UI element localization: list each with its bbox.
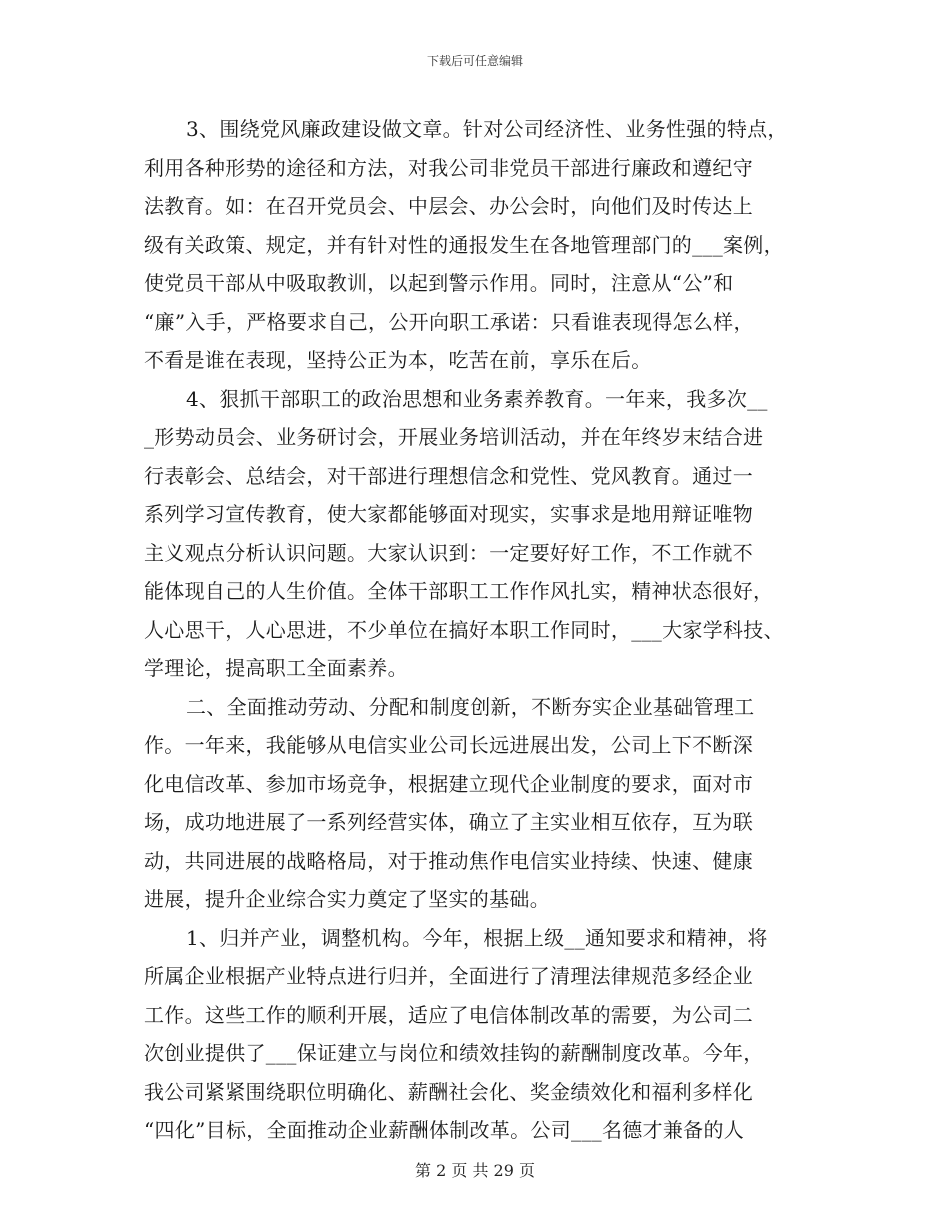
paragraph-line: 法教育。如：在召开党员会、中层会、办公会时，向他们及时传达上 [144, 194, 753, 218]
paragraph-line: 利用各种形势的途径和方法，对我公司非党员干部进行廉政和遵纪守 [144, 155, 753, 180]
paragraph-line: 次创业提供了___保证建立与岗位和绩效挂钩的薪酬制度改革。今年， [144, 1041, 764, 1065]
paragraph-line: 所属企业根据产业特点进行归并，全面进行了清理法律规范多经企业 [144, 964, 753, 988]
paragraph-first-line: 二、全面推动劳动、分配和制度创新，不断夯实企业基础管理工 [186, 694, 755, 719]
document-body [144, 110, 814, 1150]
paragraph-line: 场，成功地进展了一系列经营实体，确立了主实业相互依存，互为联 [144, 810, 753, 834]
paragraph-line: 动，共同进展的战略格局，对于推动焦作电信实业持续、快速、健康 [144, 848, 753, 873]
paragraph-line: 人心思干，人心思进，不少单位在搞好本职工作同时，___大家学科技、 [144, 617, 784, 642]
paragraph-line: 不看是谁在表现，坚持公正为本，吃苦在前，享乐在后。 [144, 348, 652, 372]
paragraph-line: 主义观点分析认识问题。大家认识到：一定要好好工作，不工作就不 [144, 540, 753, 565]
paragraph-line: “四化”目标，全面推动企业薪酬体制改革。公司___名德才兼备的人 [144, 1118, 745, 1142]
page-number: 第 2 页 共 29 页 [415, 1161, 535, 1180]
paragraph-line: “廉”入手，严格要求自己，公开向职工承诺：只看谁表现得怎么样， [144, 309, 754, 334]
paragraph-line: 工作。这些工作的顺利开展，适应了电信体制改革的需要，为公司二 [144, 1002, 753, 1027]
paragraph-first-line: 3、围绕党风廉政建设做文章。针对公司经济性、业务性强的特点， [186, 117, 788, 141]
paragraph-line: 级有关政策、规定，并有针对性的通报发生在各地管理部门的___案例， [144, 232, 784, 257]
paragraph-line: 使党员干部从中吸取教训，以起到警示作用。同时，注意从“公”和 [144, 271, 734, 295]
paragraph-line: 能体现自己的人生价值。全体干部职工工作作风扎实，精神状态很好， [144, 579, 774, 603]
paragraph-line: 学理论，提高职工全面素养。 [144, 656, 408, 680]
paragraph-line: 化电信改革、参加市场竞争，根据建立现代企业制度的要求，面对市 [144, 771, 753, 796]
paragraph-line: 系列学习宣传教育，使大家都能够面对现实，实事求是地用辩证唯物 [144, 502, 753, 526]
paragraph-first-line: 4、狠抓干部职工的政治思想和业务素养教育。一年来，我多次__ [186, 386, 768, 411]
paragraph-line: 作。一年来，我能够从电信实业公司长远进展出发，公司上下不断深 [144, 733, 753, 757]
paragraph-first-line: 1、归并产业，调整机构。今年，根据上级__通知要求和精神，将 [186, 925, 768, 950]
page-header: 下载后可任意编辑 [426, 54, 523, 68]
paragraph-line: 进展，提升企业综合实力奠定了坚实的基础。 [144, 887, 550, 911]
paragraph-line: _形势动员会、业务研讨会，开展业务培训活动，并在年终岁末结合进 [144, 425, 764, 449]
paragraph-line: 我公司紧紧围绕职位明确化、薪酬社会化、奖金绩效化和福利多样化 [144, 1079, 753, 1104]
paragraph-line: 行表彰会、总结会，对干部进行理想信念和党性、党风教育。通过一 [144, 463, 753, 488]
